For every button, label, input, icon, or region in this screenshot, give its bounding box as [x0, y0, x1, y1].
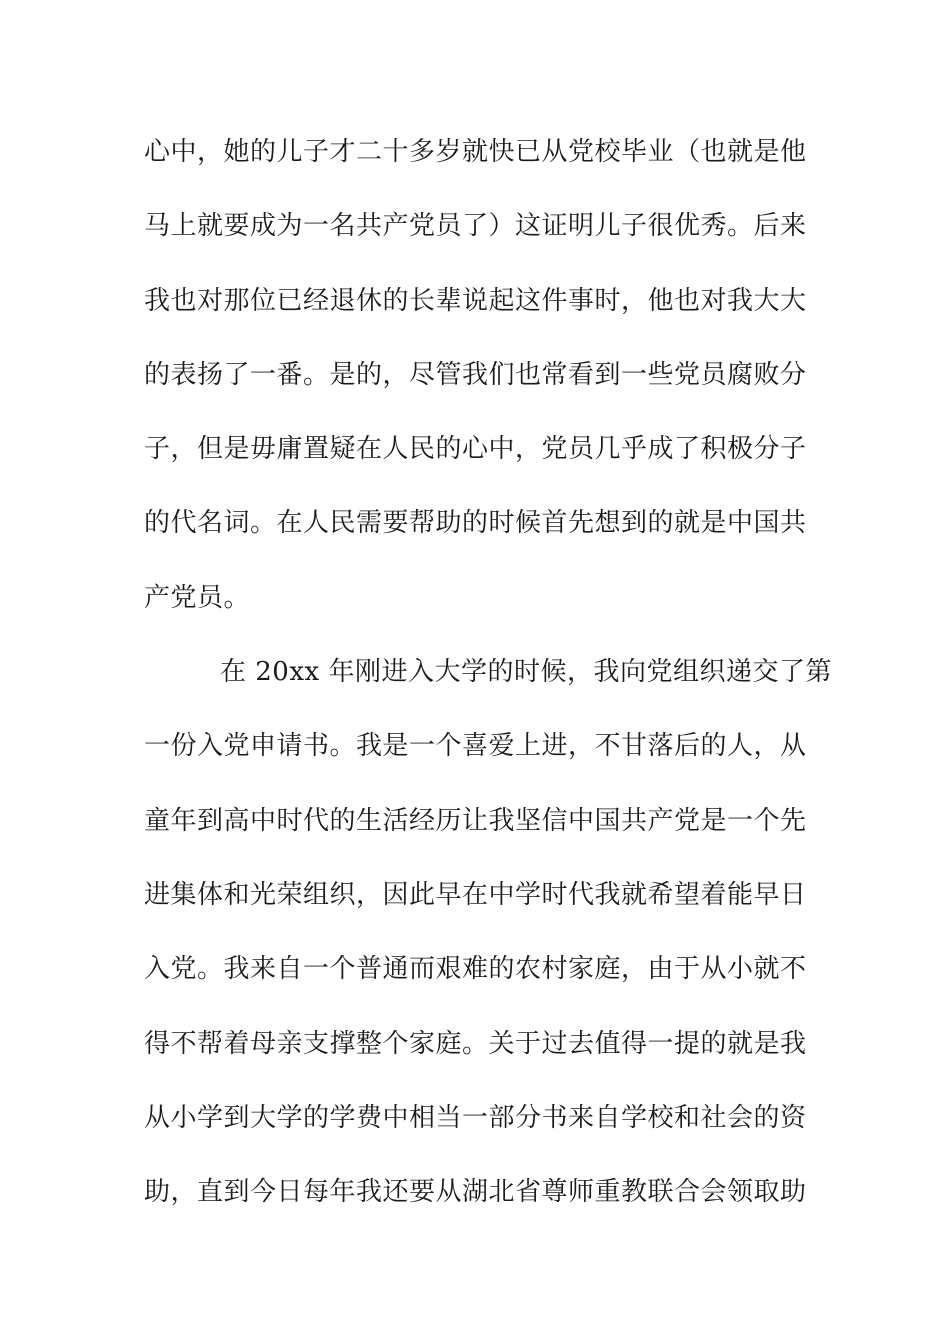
text-line: 入党。我来自一个普通而艰难的农村家庭，由于从小就不 — [144, 954, 807, 985]
text-line: 产党员。 — [144, 582, 251, 613]
text-line: 进集体和光荣组织，因此早在中学时代我就希望着能早日 — [144, 879, 807, 910]
paragraph-first-line: 在 20xx 年刚进入大学的时候，我向党组织递交了第 — [220, 657, 832, 688]
text-line: 童年到高中时代的生活经历让我坚信中国共产党是一个先 — [144, 805, 807, 836]
text-line: 心中，她的儿子才二十多岁就快已从党校毕业（也就是他 — [144, 137, 807, 167]
text-line: 子，但是毋庸置疑在人民的心中，党员几乎成了积极分子 — [144, 434, 807, 465]
text-line: 马上就要成为一名共产党员了）这证明儿子很优秀。后来 — [144, 211, 807, 242]
text-line: 我也对那位已经退休的长辈说起这件事时，他也对我大大 — [144, 285, 807, 316]
text-line: 得不帮着母亲支撑整个家庭。关于过去值得一提的就是我 — [144, 1028, 807, 1059]
body-text — [144, 128, 832, 1242]
text-line: 的代名词。在人民需要帮助的时候首先想到的就是中国共 — [144, 508, 807, 539]
text-line: 助，直到今日每年我还要从湖北省尊师重教联合会领取助 — [144, 1177, 807, 1208]
text-line: 一份入党申请书。我是一个喜爱上进，不甘落后的人，从 — [144, 731, 807, 762]
text-line: 从小学到大学的学费中相当一部分书来自学校和社会的资 — [144, 1102, 807, 1133]
text-line: 的表扬了一番。是的，尽管我们也常看到一些党员腐败分 — [144, 359, 807, 390]
